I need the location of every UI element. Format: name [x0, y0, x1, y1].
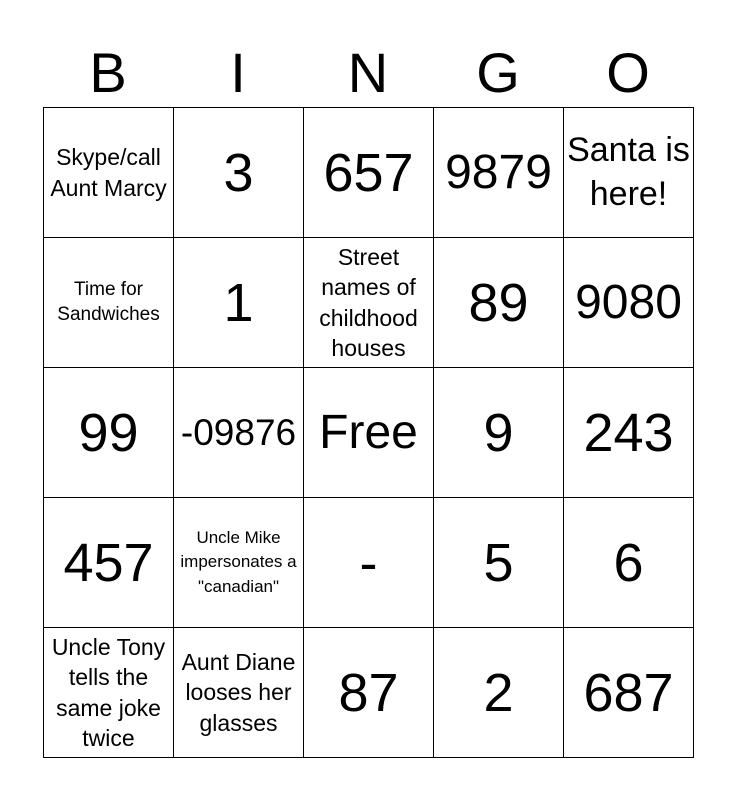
- bingo-cell-r5-c3[interactable]: 87: [304, 628, 434, 758]
- bingo-cell-r2-c1[interactable]: Time for Sandwiches: [44, 238, 174, 368]
- bingo-cell-r5-c4[interactable]: 2: [434, 628, 564, 758]
- bingo-cell-r3-c1[interactable]: 99: [44, 368, 174, 498]
- header-letter-g: G: [476, 41, 520, 104]
- bingo-cell-r5-c5[interactable]: 687: [564, 628, 694, 758]
- header-letter-i: I: [230, 41, 246, 104]
- header-letter-o: O: [606, 41, 650, 104]
- bingo-cell-r4-c1[interactable]: 457: [44, 498, 174, 628]
- bingo-cell-r1-c3[interactable]: 657: [304, 108, 434, 238]
- bingo-cell-r4-c3[interactable]: -: [304, 498, 434, 628]
- bingo-cell-r1-c2[interactable]: 3: [174, 108, 304, 238]
- bingo-header: [43, 38, 693, 108]
- bingo-cell-r1-c4[interactable]: 9879: [434, 108, 564, 238]
- bingo-cell-r4-c4[interactable]: 5: [434, 498, 564, 628]
- header-letter-b: B: [89, 41, 127, 104]
- bingo-cell-r4-c2[interactable]: Uncle Mike impersonates a "canadian": [174, 498, 304, 628]
- bingo-cell-r2-c2[interactable]: 1: [174, 238, 304, 368]
- header-letter-n: N: [347, 41, 389, 104]
- bingo-cell-r3-c5[interactable]: 243: [564, 368, 694, 498]
- bingo-cell-r2-c3[interactable]: Street names of childhood houses: [304, 238, 434, 368]
- bingo-cell-r5-c2[interactable]: Aunt Diane looses her glasses: [174, 628, 304, 758]
- bingo-cell-r3-c2[interactable]: -09876: [174, 368, 304, 498]
- bingo-cell-r1-c1[interactable]: Skype/call Aunt Marcy: [44, 108, 174, 238]
- bingo-cell-r2-c5[interactable]: 9080: [564, 238, 694, 368]
- bingo-cell-r1-c5[interactable]: Santa is here!: [564, 108, 694, 238]
- bingo-cell-r2-c4[interactable]: 89: [434, 238, 564, 368]
- bingo-cell-r5-c1[interactable]: Uncle Tony tells the same joke twice: [44, 628, 174, 758]
- bingo-cell-r3-c4[interactable]: 9: [434, 368, 564, 498]
- bingo-grid: [43, 107, 694, 758]
- bingo-cell-r4-c5[interactable]: 6: [564, 498, 694, 628]
- bingo-cell-r3-c3[interactable]: Free: [304, 368, 434, 498]
